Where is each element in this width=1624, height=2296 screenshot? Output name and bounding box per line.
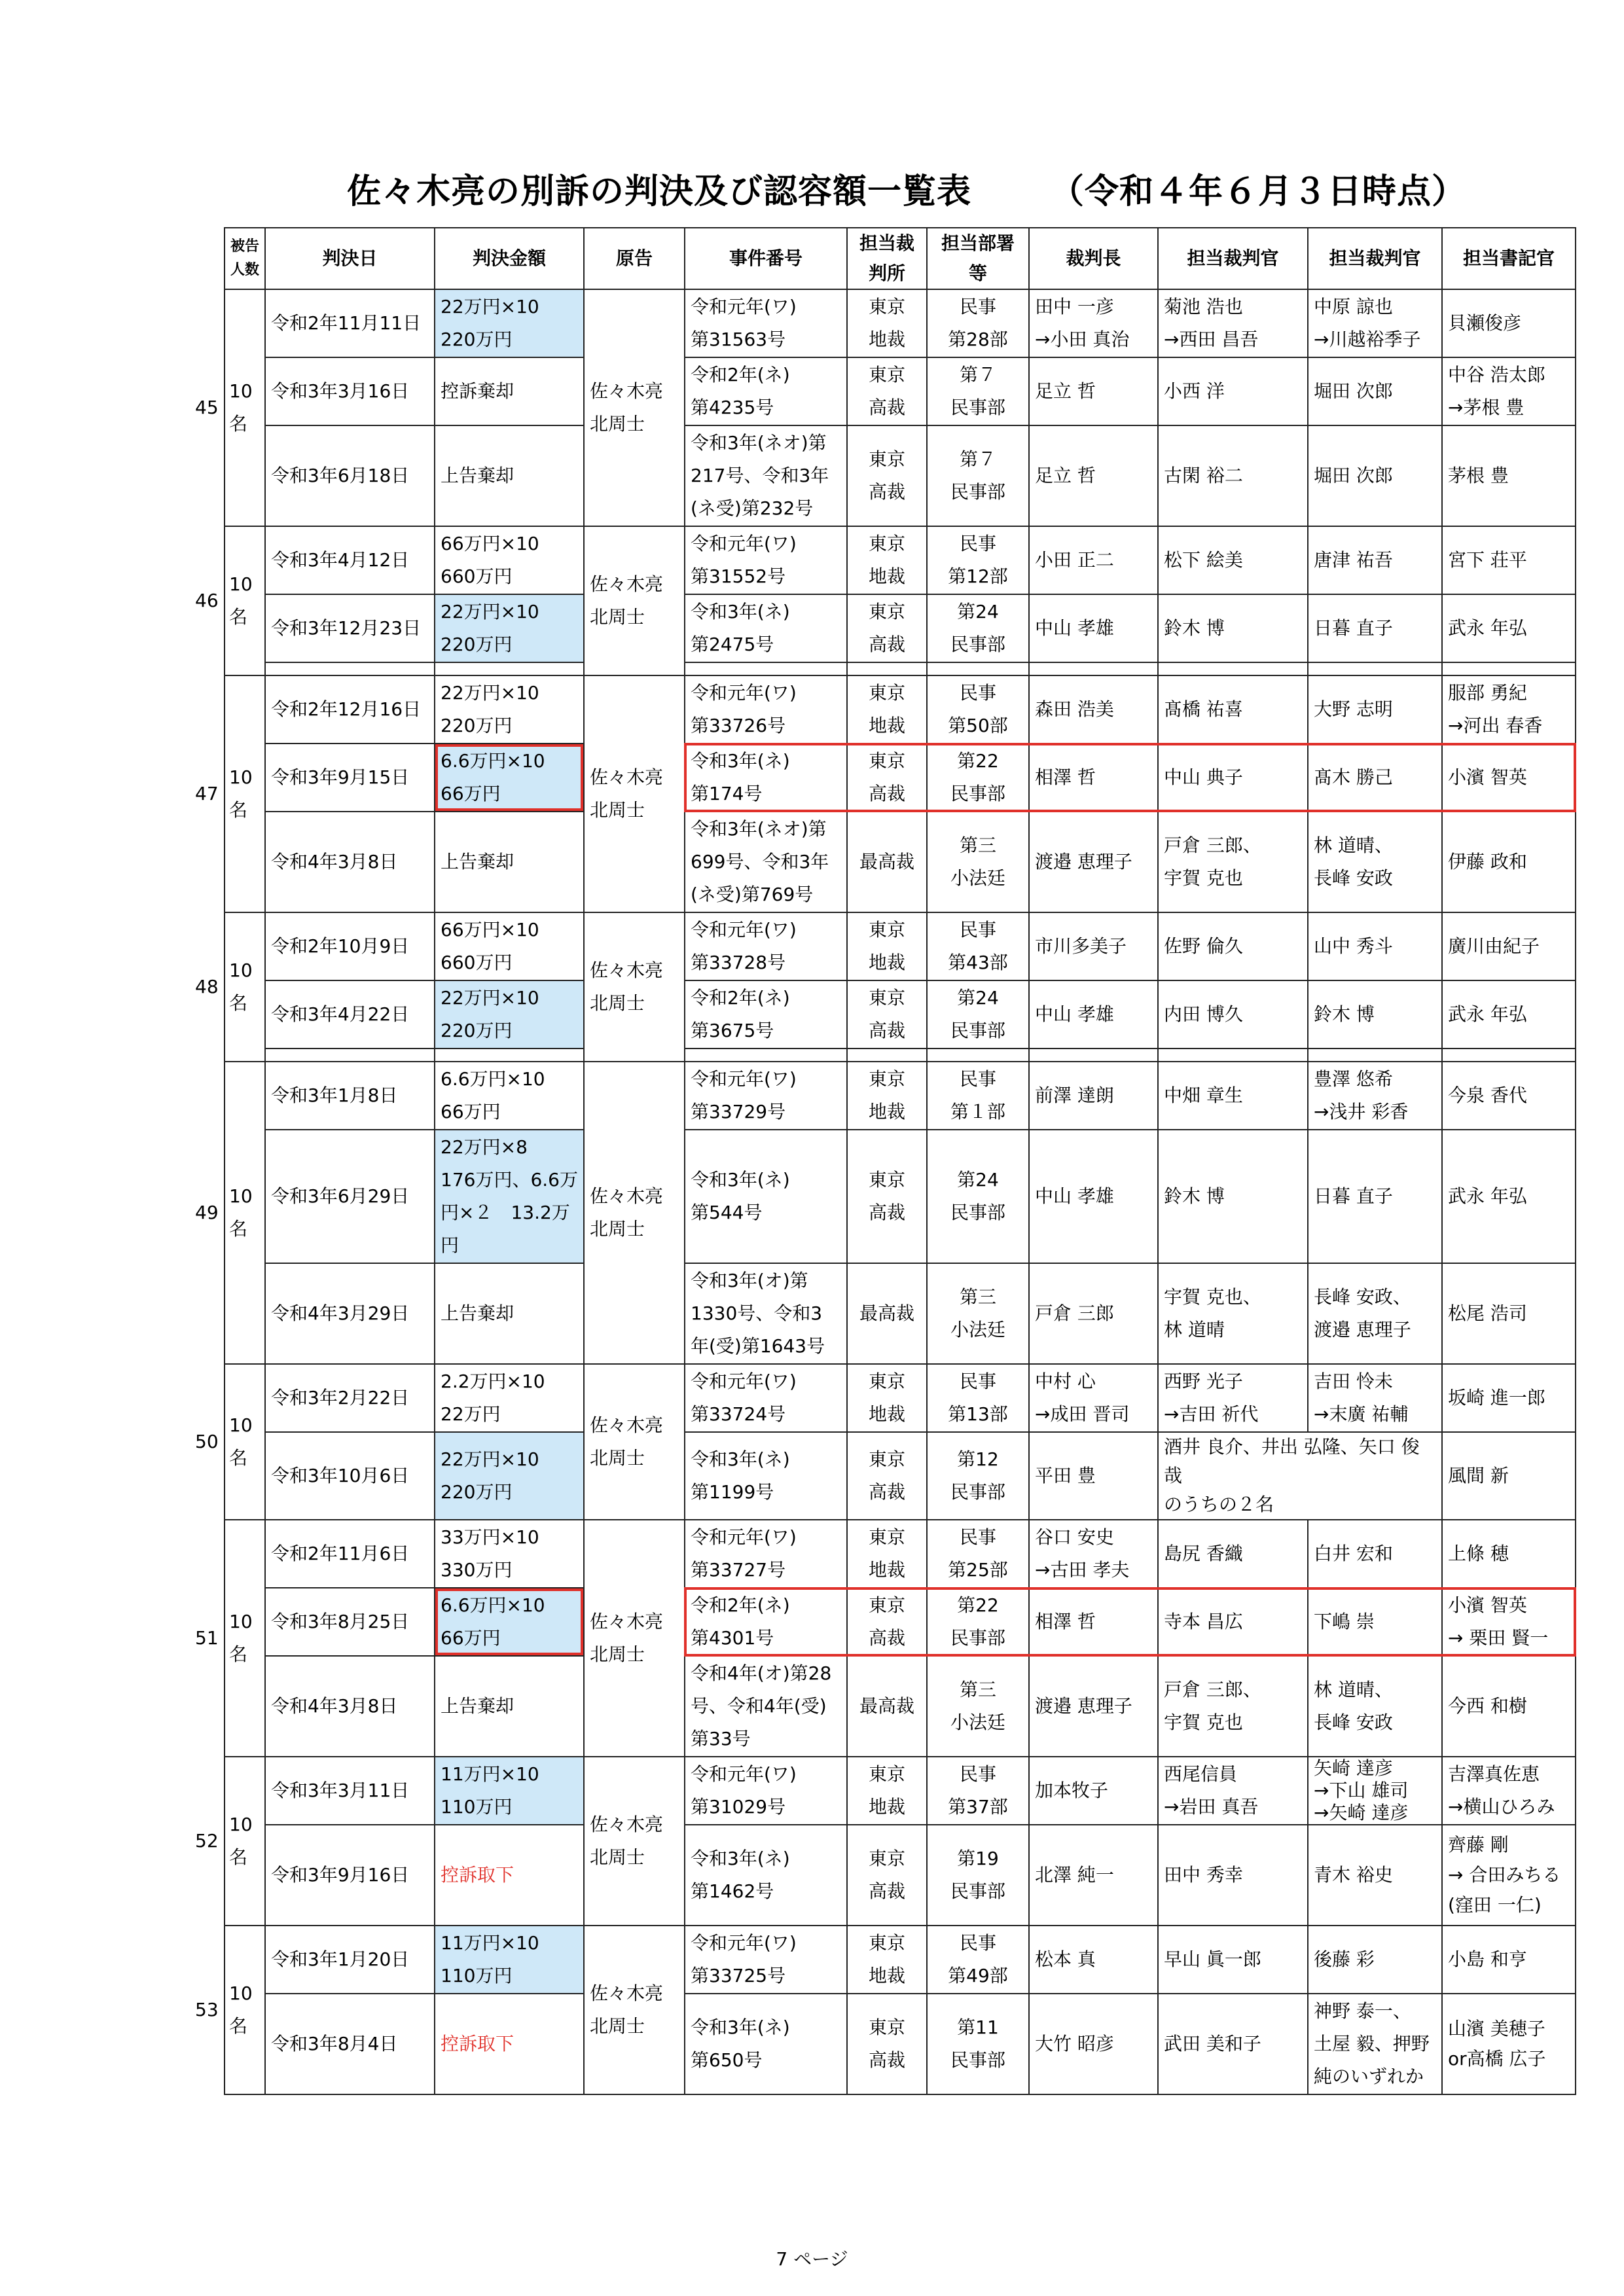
case-number: 令和元年(ワ) 第31563号 [685,289,847,357]
clerk: 宮下 荘平 [1442,526,1576,594]
table-row [225,526,1576,594]
clerk: 齊藤 剛 → 合田みちる (窪田 一仁) [1442,1825,1576,1926]
plaintiff: 佐々木亮 北周士 [584,675,685,912]
presiding-judge: 平田 豊 [1029,1432,1158,1520]
presiding-judge: 中山 孝雄 [1029,1130,1158,1263]
judgment-amount: 11万円×10 110万円 [435,1926,584,1994]
judgment-amount: 6.6万円×10 66万円 [435,1062,584,1130]
assigned-judge-1: 西野 光子 →吉田 祈代 [1158,1364,1308,1432]
defendant-count [195,1757,265,1926]
clerk: 中谷 浩太郎 →茅根 豊 [1442,357,1576,425]
presiding-judge: 相澤 哲 [1029,1588,1158,1656]
judgment-date: 令和3年8月25日 [265,1588,435,1656]
clerk: 小濱 智英 [1442,744,1576,812]
assigned-judge-1: 寺本 昌広 [1158,1588,1308,1656]
judgment-date: 令和2年11月11日 [265,289,435,357]
clerk: 貝瀬俊彦 [1442,289,1576,357]
judgment-amount: 上告棄却 [435,1263,584,1364]
table-row [225,1926,1576,1994]
assigned-judge-1: 早山 眞一郎 [1158,1926,1308,1994]
table-row [225,1520,1576,1588]
table-row [225,1432,1576,1520]
group-number: 51 [195,1627,219,1649]
presiding-judge: 渡邉 恵理子 [1029,1656,1158,1757]
clerk: 廣川由紀子 [1442,912,1576,980]
presiding-judge: 足立 哲 [1029,357,1158,425]
group-number: 45 [195,397,219,418]
case-number: 令和元年(ワ) 第33725号 [685,1926,847,1994]
department: 民事 第１部 [927,1062,1029,1130]
group-number: 47 [195,783,219,804]
case-number: 令和3年(ネオ)第 699号、令和3年 (ネ受)第769号 [685,812,847,912]
department: 第三 小法廷 [927,1656,1029,1757]
clerk: 武永 年弘 [1442,980,1576,1049]
judgment-amount: 6.6万円×10 66万円 [435,744,584,812]
assigned-judge-2: 日暮 直子 [1308,594,1442,662]
spacer-row [225,1049,1576,1062]
clerk: 茅根 豊 [1442,425,1576,526]
page-title [347,164,1466,213]
department: 民事 第28部 [927,289,1029,357]
group-number: 53 [195,1999,219,2020]
court: 東京 地裁 [847,1520,927,1588]
court: 東京 地裁 [847,526,927,594]
defendant-count [195,912,265,1062]
count-label: 10名 [229,1185,253,1240]
plaintiff: 佐々木亮 北周士 [584,1062,685,1364]
court: 東京 高裁 [847,744,927,812]
judgment-date: 令和2年11月6日 [265,1520,435,1588]
defendant-count [195,526,265,675]
table-row [225,744,1576,812]
count-label: 10名 [229,1982,253,2037]
presiding-judge: 加本牧子 [1029,1757,1158,1825]
case-number: 令和2年(ネ) 第4235号 [685,357,847,425]
table-row [225,1757,1576,1825]
table-row [225,980,1576,1049]
defendant-count [195,675,265,912]
assigned-judge-2: 後藤 彩 [1308,1926,1442,1994]
case-number: 令和4年(オ)第28 号、令和4年(受) 第33号 [685,1656,847,1757]
judgment-date: 令和3年12月23日 [265,594,435,662]
department: 第24 民事部 [927,594,1029,662]
header-court: 担当裁判所 [847,228,927,289]
judgment-date: 令和3年4月22日 [265,980,435,1049]
presiding-judge: 中山 孝雄 [1029,980,1158,1049]
plaintiff: 佐々木亮 北周士 [584,1520,685,1757]
presiding-judge: 戸倉 三郎 [1029,1263,1158,1364]
spacer-row [225,662,1576,675]
case-number: 令和元年(ワ) 第31552号 [685,526,847,594]
group-number: 50 [195,1431,219,1452]
judgment-amount: 22万円×10 220万円 [435,980,584,1049]
defendant-count [195,289,265,526]
count-label: 10名 [229,960,253,1014]
group-number: 48 [195,976,219,997]
court: 東京 高裁 [847,1994,927,2094]
presiding-judge: 中山 孝雄 [1029,594,1158,662]
judgment-date: 令和3年1月20日 [265,1926,435,1994]
count-label: 10名 [229,380,253,435]
court: 東京 高裁 [847,1130,927,1263]
assigned-judge-1: 佐野 倫久 [1158,912,1308,980]
court: 東京 地裁 [847,912,927,980]
defendant-count [195,1364,265,1520]
assigned-judge-2: 大野 志明 [1308,675,1442,744]
department: 第三 小法廷 [927,1263,1029,1364]
presiding-judge: 中村 心 →成田 晋司 [1029,1364,1158,1432]
clerk: 上條 穂 [1442,1520,1576,1588]
assigned-judge-1: 島尻 香織 [1158,1520,1308,1588]
case-number: 令和3年(オ)第 1330号、令和3 年(受)第1643号 [685,1263,847,1364]
count-label: 10名 [229,766,253,821]
title-date: （令和４年６月３日時点） [1050,172,1467,211]
judgment-amount: 上告棄却 [435,812,584,912]
table-row [225,1062,1576,1130]
plaintiff: 佐々木亮 北周士 [584,912,685,1062]
group-number: 46 [195,590,219,611]
presiding-judge: 小田 正二 [1029,526,1158,594]
department: 民事 第50部 [927,675,1029,744]
court: 東京 高裁 [847,425,927,526]
clerk: 風間 新 [1442,1432,1576,1520]
assigned-judge-1: 西尾信員 →岩田 真吾 [1158,1757,1308,1825]
case-number: 令和3年(ネ) 第650号 [685,1994,847,2094]
judgment-date: 令和3年10月6日 [265,1432,435,1520]
case-number: 令和3年(ネ) 第1199号 [685,1432,847,1520]
assigned-judge-1: 古閑 裕二 [1158,425,1308,526]
table-row [225,1588,1576,1656]
case-number: 令和3年(ネ) 第174号 [685,744,847,812]
case-number: 令和3年(ネ) 第2475号 [685,594,847,662]
clerk: 今泉 香代 [1442,1062,1576,1130]
judgment-date: 令和2年12月16日 [265,675,435,744]
case-number: 令和元年(ワ) 第31029号 [685,1757,847,1825]
table-row [225,1263,1576,1364]
department: 民事 第13部 [927,1364,1029,1432]
judgment-amount: 上告棄却 [435,1656,584,1757]
clerk: 武永 年弘 [1442,1130,1576,1263]
count-label: 10名 [229,1611,253,1665]
department: 民事 第43部 [927,912,1029,980]
court: 最高裁 [847,812,927,912]
table-row [225,912,1576,980]
assigned-judge-2: 白井 宏和 [1308,1520,1442,1588]
court: 東京 地裁 [847,1364,927,1432]
case-number: 令和3年(ネ) 第1462号 [685,1825,847,1926]
case-number: 令和2年(ネ) 第4301号 [685,1588,847,1656]
department: 第19 民事部 [927,1825,1029,1926]
header-clerk: 担当書記官 [1442,228,1576,289]
court: 最高裁 [847,1263,927,1364]
presiding-judge: 森田 浩美 [1029,675,1158,744]
presiding-judge: 北澤 純一 [1029,1825,1158,1926]
clerk: 武永 年弘 [1442,594,1576,662]
count-label: 10名 [229,1414,253,1469]
header-judge-2: 担当裁判官 [1308,228,1442,289]
header-plaintiff: 原告 [584,228,685,289]
defendant-count [195,1926,265,2094]
court: 東京 地裁 [847,675,927,744]
judgment-amount: 66万円×10 660万円 [435,526,584,594]
assigned-judge-1: 松下 絵美 [1158,526,1308,594]
department: 第22 民事部 [927,744,1029,812]
judgment-amount: 上告棄却 [435,425,584,526]
judgment-date: 令和4年3月8日 [265,812,435,912]
table-row [225,1994,1576,2094]
assigned-judge-2: 中原 諒也 →川越裕季子 [1308,289,1442,357]
judgment-date: 令和3年8月4日 [265,1994,435,2094]
judgment-date: 令和2年10月9日 [265,912,435,980]
header-amount: 判決金額 [435,228,584,289]
judgment-amount: 控訴取下 [435,1994,584,2094]
judgment-date: 令和3年3月16日 [265,357,435,425]
department: 第三 小法廷 [927,812,1029,912]
assigned-judge-2: 神野 泰一、 土屋 毅、押野 純のいずれか [1308,1994,1442,2094]
table-row [225,1656,1576,1757]
plaintiff: 佐々木亮 北周士 [584,1364,685,1520]
presiding-judge: 前澤 達朗 [1029,1062,1158,1130]
assigned-judge-1: 菊池 浩也 →西田 昌吾 [1158,289,1308,357]
judgment-amount: 6.6万円×10 66万円 [435,1588,584,1656]
clerk: 吉澤真佐恵 →横山ひろみ [1442,1757,1576,1825]
presiding-judge: 相澤 哲 [1029,744,1158,812]
department: 第７ 民事部 [927,357,1029,425]
header-dept: 担当部署等 [927,228,1029,289]
table-row [225,1130,1576,1263]
assigned-judge-2: 鈴木 博 [1308,980,1442,1049]
judgment-amount: 22万円×10 220万円 [435,594,584,662]
judgment-date: 令和3年2月22日 [265,1364,435,1432]
presiding-judge: 松本 真 [1029,1926,1158,1994]
assigned-judge-2: 吉田 怜未 →末廣 祐輔 [1308,1364,1442,1432]
department: 第12 民事部 [927,1432,1029,1520]
assigned-judge-1: 宇賀 克也、 林 道晴 [1158,1263,1308,1364]
court: 東京 地裁 [847,289,927,357]
case-number: 令和元年(ワ) 第33724号 [685,1364,847,1432]
judgment-amount: 33万円×10 330万円 [435,1520,584,1588]
assigned-judge-2: 林 道晴、 長峰 安政 [1308,1656,1442,1757]
judgment-date: 令和3年3月11日 [265,1757,435,1825]
table-row [225,1364,1576,1432]
assigned-judge-2: 堀田 次郎 [1308,425,1442,526]
court: 東京 高裁 [847,357,927,425]
department: 第７ 民事部 [927,425,1029,526]
department: 民事 第12部 [927,526,1029,594]
judgment-amount: 22万円×10 220万円 [435,675,584,744]
court: 東京 高裁 [847,980,927,1049]
department: 第11 民事部 [927,1994,1029,2094]
page-number: 7 ページ [776,2248,848,2270]
table-row [225,289,1576,357]
header-date: 判決日 [265,228,435,289]
assigned-judge-2: 林 道晴、 長峰 安政 [1308,812,1442,912]
plaintiff: 佐々木亮 北周士 [584,289,685,526]
count-label: 10名 [229,1814,253,1868]
judgment-date: 令和4年3月8日 [265,1656,435,1757]
assigned-judge-1: 中畑 章生 [1158,1062,1308,1130]
judgment-date: 令和3年1月8日 [265,1062,435,1130]
assigned-judge-2: 下嶋 崇 [1308,1588,1442,1656]
group-number: 52 [195,1830,219,1852]
assigned-judge-2: 山中 秀斗 [1308,912,1442,980]
presiding-judge: 足立 哲 [1029,425,1158,526]
court: 東京 地裁 [847,1757,927,1825]
judgment-date: 令和3年6月29日 [265,1130,435,1263]
assigned-judge-2: 堀田 次郎 [1308,357,1442,425]
presiding-judge: 渡邉 恵理子 [1029,812,1158,912]
court: 東京 高裁 [847,1825,927,1926]
judgment-date: 令和3年9月15日 [265,744,435,812]
department: 第22 民事部 [927,1588,1029,1656]
assigned-judge-1: 鈴木 博 [1158,1130,1308,1263]
court: 東京 地裁 [847,1926,927,1994]
judgment-amount: 66万円×10 660万円 [435,912,584,980]
court: 東京 高裁 [847,594,927,662]
assigned-judges: 酒井 良介、井出 弘隆、矢口 俊哉 のうちの２名 [1158,1432,1442,1520]
title-main: 佐々木亮の別訴の判決及び認容額一覧表 [347,172,972,211]
table-row [225,1825,1576,1926]
table-row [225,425,1576,526]
judgment-amount: 22万円×10 220万円 [435,289,584,357]
assigned-judge-1: 戸倉 三郎、 宇賀 克也 [1158,1656,1308,1757]
case-number: 令和元年(ワ) 第33726号 [685,675,847,744]
plaintiff: 佐々木亮 北周士 [584,1757,685,1926]
presiding-judge: 大竹 昭彦 [1029,1994,1158,2094]
table-row [225,357,1576,425]
judgment-amount: 22万円×10 220万円 [435,1432,584,1520]
assigned-judge-2: 長峰 安政、 渡邉 恵理子 [1308,1263,1442,1364]
assigned-judge-1: 小西 洋 [1158,357,1308,425]
header-defendants: 被告人数 [225,228,265,289]
count-label: 10名 [229,573,253,628]
department: 第24 民事部 [927,980,1029,1049]
court: 東京 地裁 [847,1062,927,1130]
header-judge-1: 担当裁判官 [1158,228,1308,289]
defendant-count [195,1062,265,1364]
plaintiff: 佐々木亮 北周士 [584,1926,685,2094]
judgment-date: 令和3年4月12日 [265,526,435,594]
court: 最高裁 [847,1656,927,1757]
judgment-amount: 控訴棄却 [435,357,584,425]
clerk: 服部 勇紀 →河出 春香 [1442,675,1576,744]
assigned-judge-2: 日暮 直子 [1308,1130,1442,1263]
assigned-judge-2: 矢崎 達彦 →下山 雄司 →矢崎 達彦 [1308,1757,1442,1825]
assigned-judge-2: 豊澤 悠希 →浅井 彩香 [1308,1062,1442,1130]
table-row [225,594,1576,662]
defendant-count [195,1520,265,1757]
case-number: 令和3年(ネ) 第544号 [685,1130,847,1263]
department: 民事 第37部 [927,1757,1029,1825]
clerk: 山濱 美穂子 or高橋 広子 [1442,1994,1576,2094]
assigned-judge-1: 戸倉 三郎、 宇賀 克也 [1158,812,1308,912]
judgment-date: 令和3年6月18日 [265,425,435,526]
clerk: 松尾 浩司 [1442,1263,1576,1364]
judgment-table [195,227,1576,2095]
department: 民事 第25部 [927,1520,1029,1588]
presiding-judge: 市川多美子 [1029,912,1158,980]
presiding-judge: 田中 一彦 →小田 真治 [1029,289,1158,357]
group-number: 49 [195,1202,219,1223]
assigned-judge-1: 内田 博久 [1158,980,1308,1049]
case-number: 令和元年(ワ) 第33728号 [685,912,847,980]
case-number: 令和3年(ネオ)第 217号、令和3年 (ネ受)第232号 [685,425,847,526]
judgment-amount: 控訴取下 [435,1825,584,1926]
department: 第24 民事部 [927,1130,1029,1263]
assigned-judge-2: 唐津 祐吾 [1308,526,1442,594]
table-header-row [225,228,1576,289]
case-number: 令和元年(ワ) 第33729号 [685,1062,847,1130]
clerk: 伊藤 政和 [1442,812,1576,912]
presiding-judge: 谷口 安史 →古田 孝夫 [1029,1520,1158,1588]
department: 民事 第49部 [927,1926,1029,1994]
judgment-amount: 11万円×10 110万円 [435,1757,584,1825]
court: 東京 高裁 [847,1588,927,1656]
clerk: 小濱 智英 → 栗田 賢一 [1442,1588,1576,1656]
assigned-judge-1: 田中 秀幸 [1158,1825,1308,1926]
header-case: 事件番号 [685,228,847,289]
clerk: 今西 和樹 [1442,1656,1576,1757]
judgment-amount: 2.2万円×10 22万円 [435,1364,584,1432]
assigned-judge-1: 中山 典子 [1158,744,1308,812]
assigned-judge-1: 髙橋 祐喜 [1158,675,1308,744]
case-number: 令和2年(ネ) 第3675号 [685,980,847,1049]
header-presiding: 裁判長 [1029,228,1158,289]
table-row [225,812,1576,912]
table-row [225,675,1576,744]
court: 東京 高裁 [847,1432,927,1520]
clerk: 坂崎 進一郎 [1442,1364,1576,1432]
judgment-date: 令和4年3月29日 [265,1263,435,1364]
judgment-amount: 22万円×8 176万円、6.6万 円×２ 13.2万 円 [435,1130,584,1263]
case-number: 令和元年(ワ) 第33727号 [685,1520,847,1588]
judgment-date: 令和3年9月16日 [265,1825,435,1926]
assigned-judge-2: 髙木 勝己 [1308,744,1442,812]
assigned-judge-2: 青木 裕史 [1308,1825,1442,1926]
clerk: 小島 和亨 [1442,1926,1576,1994]
assigned-judge-1: 武田 美和子 [1158,1994,1308,2094]
assigned-judge-1: 鈴木 博 [1158,594,1308,662]
plaintiff: 佐々木亮 北周士 [584,526,685,675]
